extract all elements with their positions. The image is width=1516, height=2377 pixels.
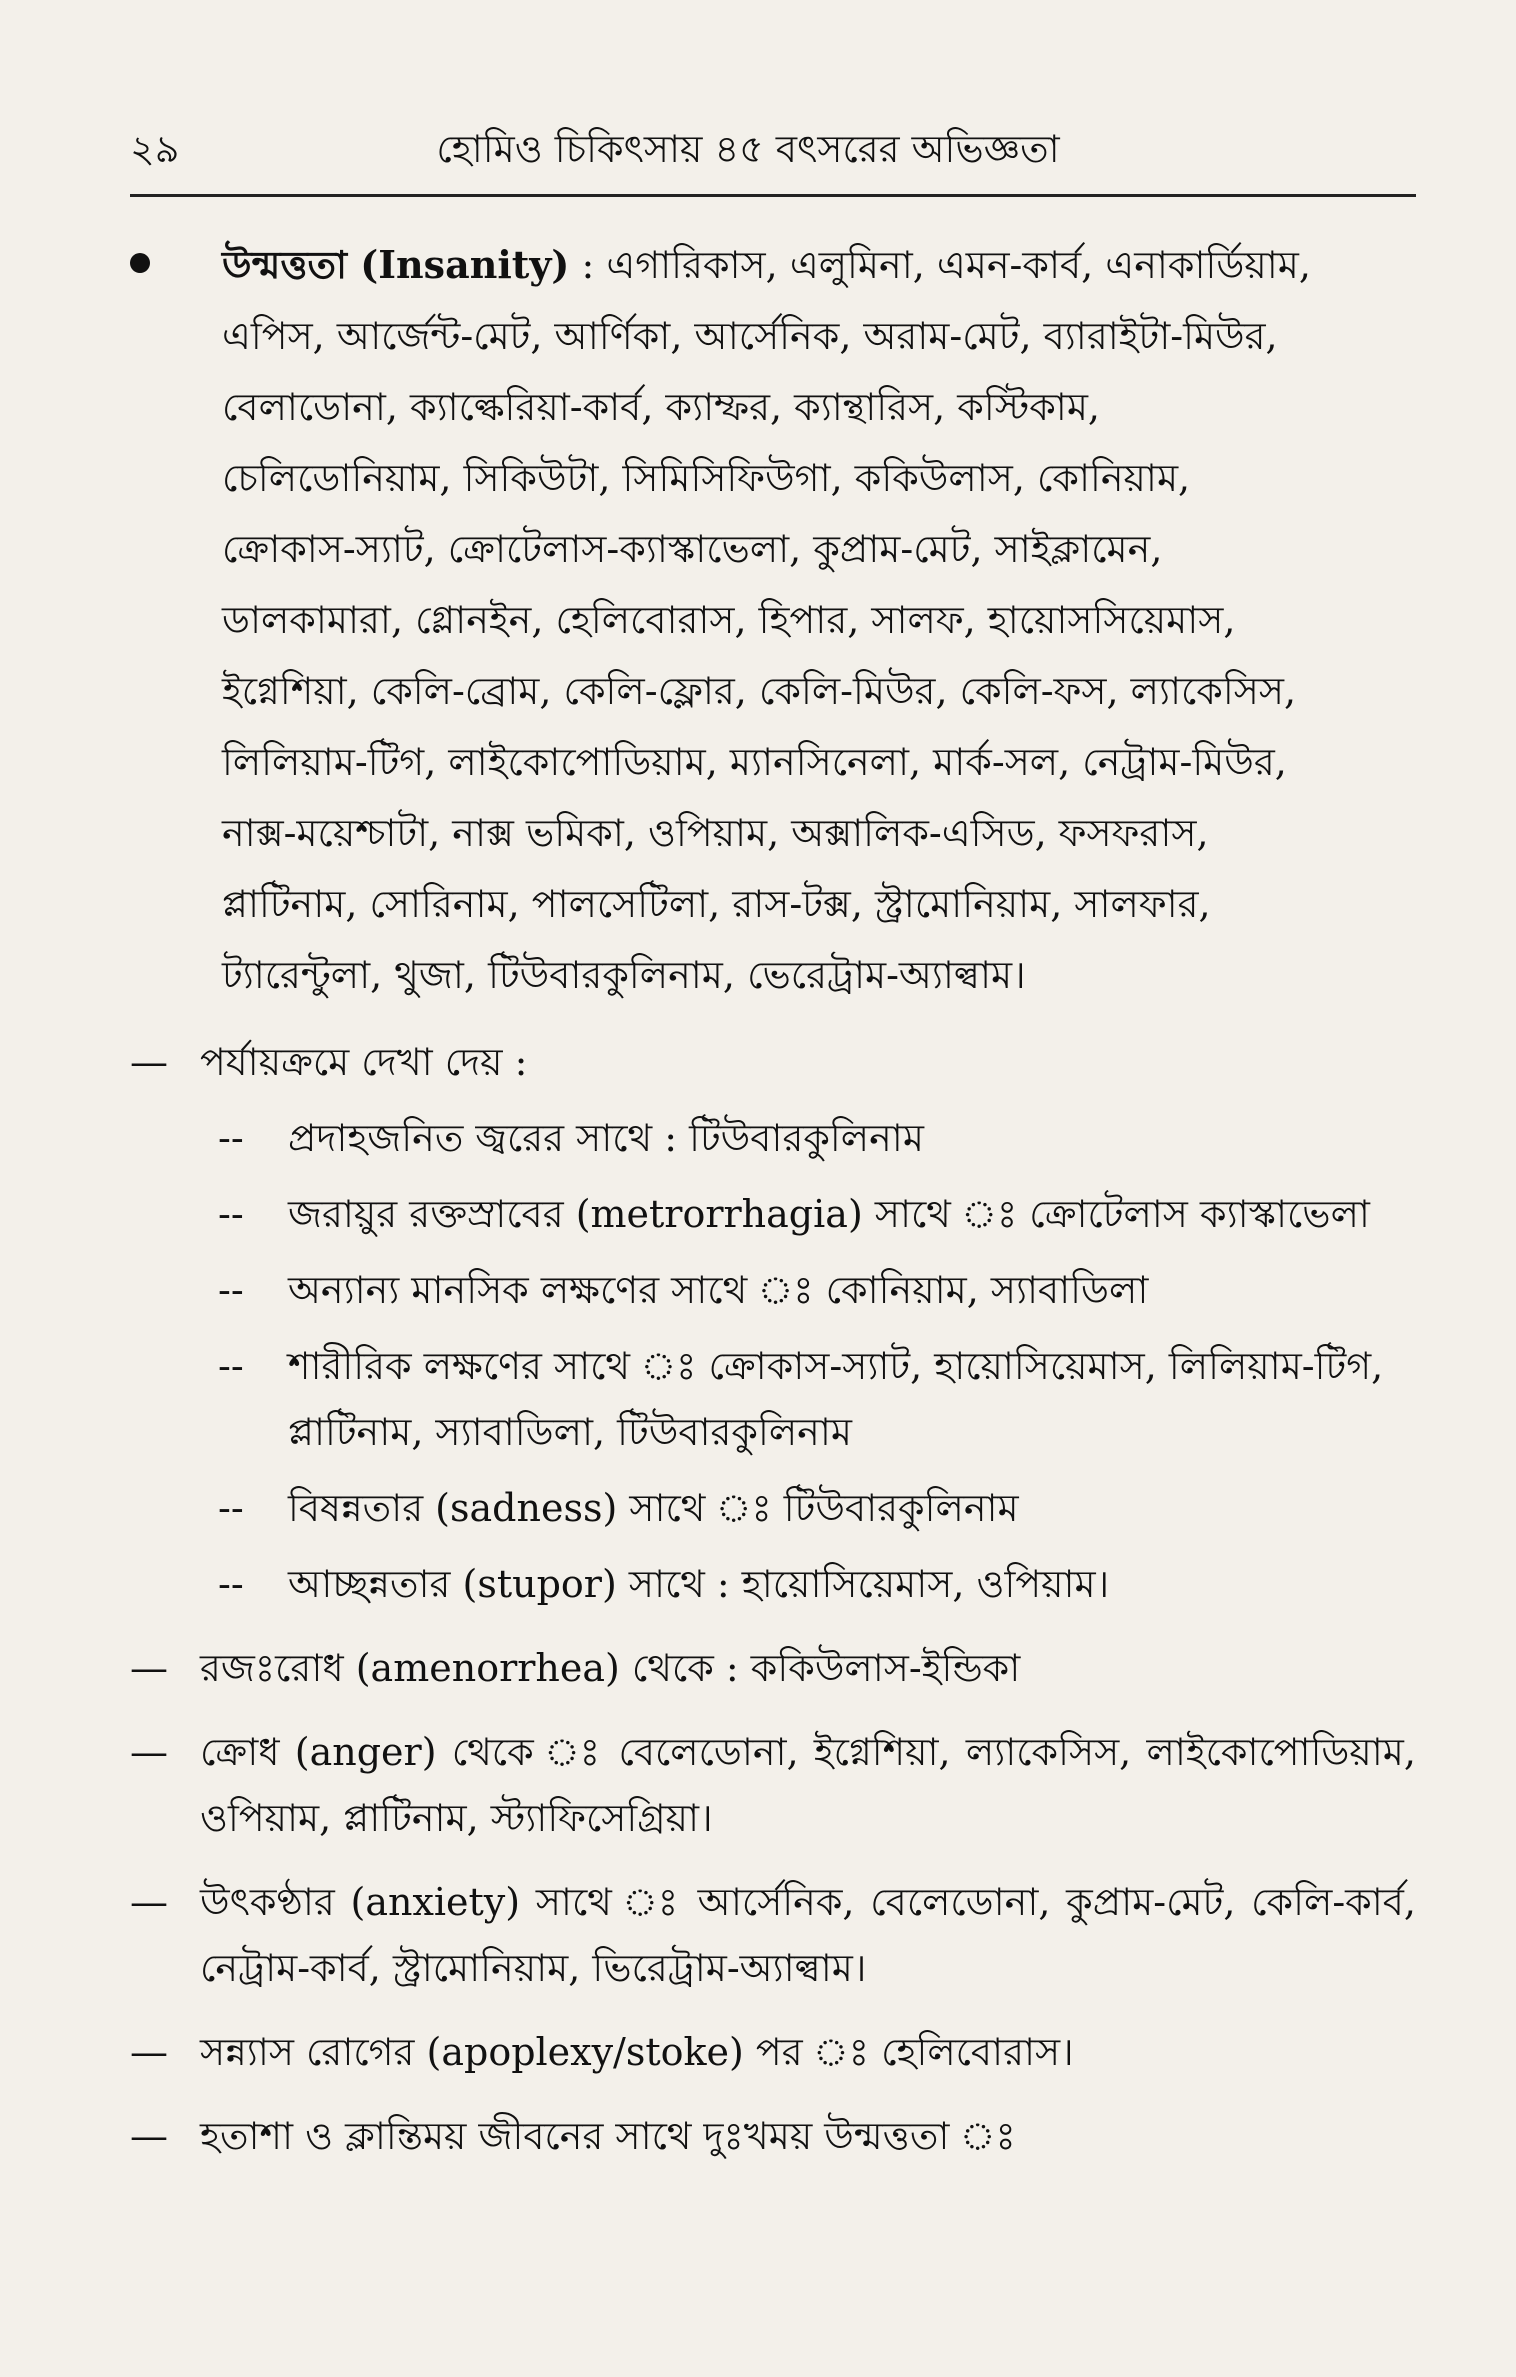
separator: : (569, 243, 607, 287)
alternating-item: -- শারীরিক লক্ষণের সাথে ঃ ক্রোকাস-স্যাট, হায়োসিয়েমাস, লিলিয়াম-টিগ, প্লাটিনাম, স্যাবাডিলা, টিউবারকুলিনাম (218, 1344, 1384, 1454)
alternating-item: -- অন্যান্য মানসিক লক্ষণের সাথে ঃ কোনিয়াম, স্যাবাডিলা (218, 1268, 1149, 1312)
intro-line: চেলিডোনিয়াম, সিকিউটা, সিমিসিফিউগা, ককিউলাস, কোনিয়াম, (222, 456, 1191, 500)
cause-item: — হতাশা ও ক্লান্তিময় জীবনের সাথে দুঃখময় উন্মত্ততা ঃ (130, 2114, 1016, 2158)
intro-line: নাক্স-ময়েশ্চাটা, নাক্স ভমিকা, ওপিয়াম, অক্সালিক-এসিড, ফসফরাস, (222, 811, 1209, 855)
intro-line: প্লাটিনাম, সোরিনাম, পালসেটিলা, রাস-টক্স, স্ট্রামোনিয়াম, সালফার, (222, 882, 1211, 926)
entry-heading: উন্মত্ততা (Insanity) (222, 242, 570, 287)
alternating-item: -- বিষন্নতার (sadness) সাথে ঃ টিউবারকুলিনাম (218, 1486, 1019, 1530)
book-title: হোমিও চিকিৎসায় ৪৫ বৎসরের অভিজ্ঞতা (436, 127, 1060, 171)
alternating-item: -- প্রদাহজনিত জ্বরের সাথে : টিউবারকুলিনাম (218, 1116, 924, 1160)
alternating-item: -- আচ্ছন্নতার (stupor) সাথে : হায়োসিয়েমাস, ওপিয়াম। (218, 1562, 1110, 1606)
intro-line: ডালকামারা, গ্লোনইন, হেলিবোরাস, হিপার, সালফ, হায়োসসিয়েমাস, (222, 598, 1236, 642)
intro-line: লিলিয়াম-টিগ, লাইকোপোডিয়াম, ম্যানসিনেলা, মার্ক-সল, নেট্রাম-মিউর, (222, 740, 1287, 784)
intro-line: ট্যারেন্টুলা, থুজা, টিউবারকুলিনাম, ভেরেট্রাম-অ্যাল্বাম। (222, 953, 1026, 997)
alternating-lead: — পর্যায়ক্রমে দেখা দেয় : (130, 1040, 528, 1084)
intro-line: বেলাডোনা, ক্যাল্কেরিয়া-কার্ব, ক্যাম্ফর, ক্যান্থারিস, কস্টিকাম, (222, 385, 1100, 429)
cause-item: — ক্রোধ (anger) থেকে ঃ বেলেডোনা, ইগ্নেশিয়া, ল্যাকেসিস, লাইকোপোডিয়াম, ওপিয়াম, প্লাটিনাম, স্ট্যাফিসেগ্রিয়া। (130, 1730, 1416, 1840)
intro-line: এপিস, আর্জেন্ট-মেট, আর্ণিকা, আর্সেনিক, অরাম-মেট, ব্যারাইটা-মিউর, (222, 314, 1278, 358)
insanity-entry (130, 229, 1416, 1011)
page-number: ২৯ (130, 127, 180, 171)
page (130, 120, 1416, 2169)
cause-item: — উৎকণ্ঠার (anxiety) সাথে ঃ আর্সেনিক, বেলেডোনা, কুপ্রাম-মেট, কেলি-কার্ব, নেট্রাম-কার্ব, স্ট্রামোনিয়াম, ভিরেট্রাম-অ্যাল্বাম। (130, 1880, 1416, 1990)
intro-line: উন্মত্ততা (Insanity) : এগারিকাস, এলুমিনা, এমন-কার্ব, এনাকার্ডিয়াম, (222, 242, 1311, 287)
running-header (130, 120, 1416, 197)
intro-line: ক্রোকাস-স্যাট, ক্রোটেলাস-ক্যাস্কাভেলা, কুপ্রাম-মেট, সাইক্লামেন, (222, 527, 1163, 571)
intro-line: ইগ্নেশিয়া, কেলি-ব্রোম, কেলি-ফ্লোর, কেলি-মিউর, কেলি-ফস, ল্যাকেসিস, (222, 669, 1297, 713)
cause-item: — সন্ন্যাস রোগের (apoplexy/stoke) পর ঃ হেলিবোরাস। (130, 2030, 1074, 2074)
alternating-item: -- জরায়ুর রক্তস্রাবের (metrorrhagia) সাথে ঃ ক্রোটেলাস ক্যাস্কাভেলা (218, 1192, 1370, 1236)
bullet-icon (130, 253, 150, 273)
cause-item: — রজঃরোধ (amenorrhea) থেকে : ককিউলাস-ইন্ডিকা (130, 1646, 1021, 1690)
